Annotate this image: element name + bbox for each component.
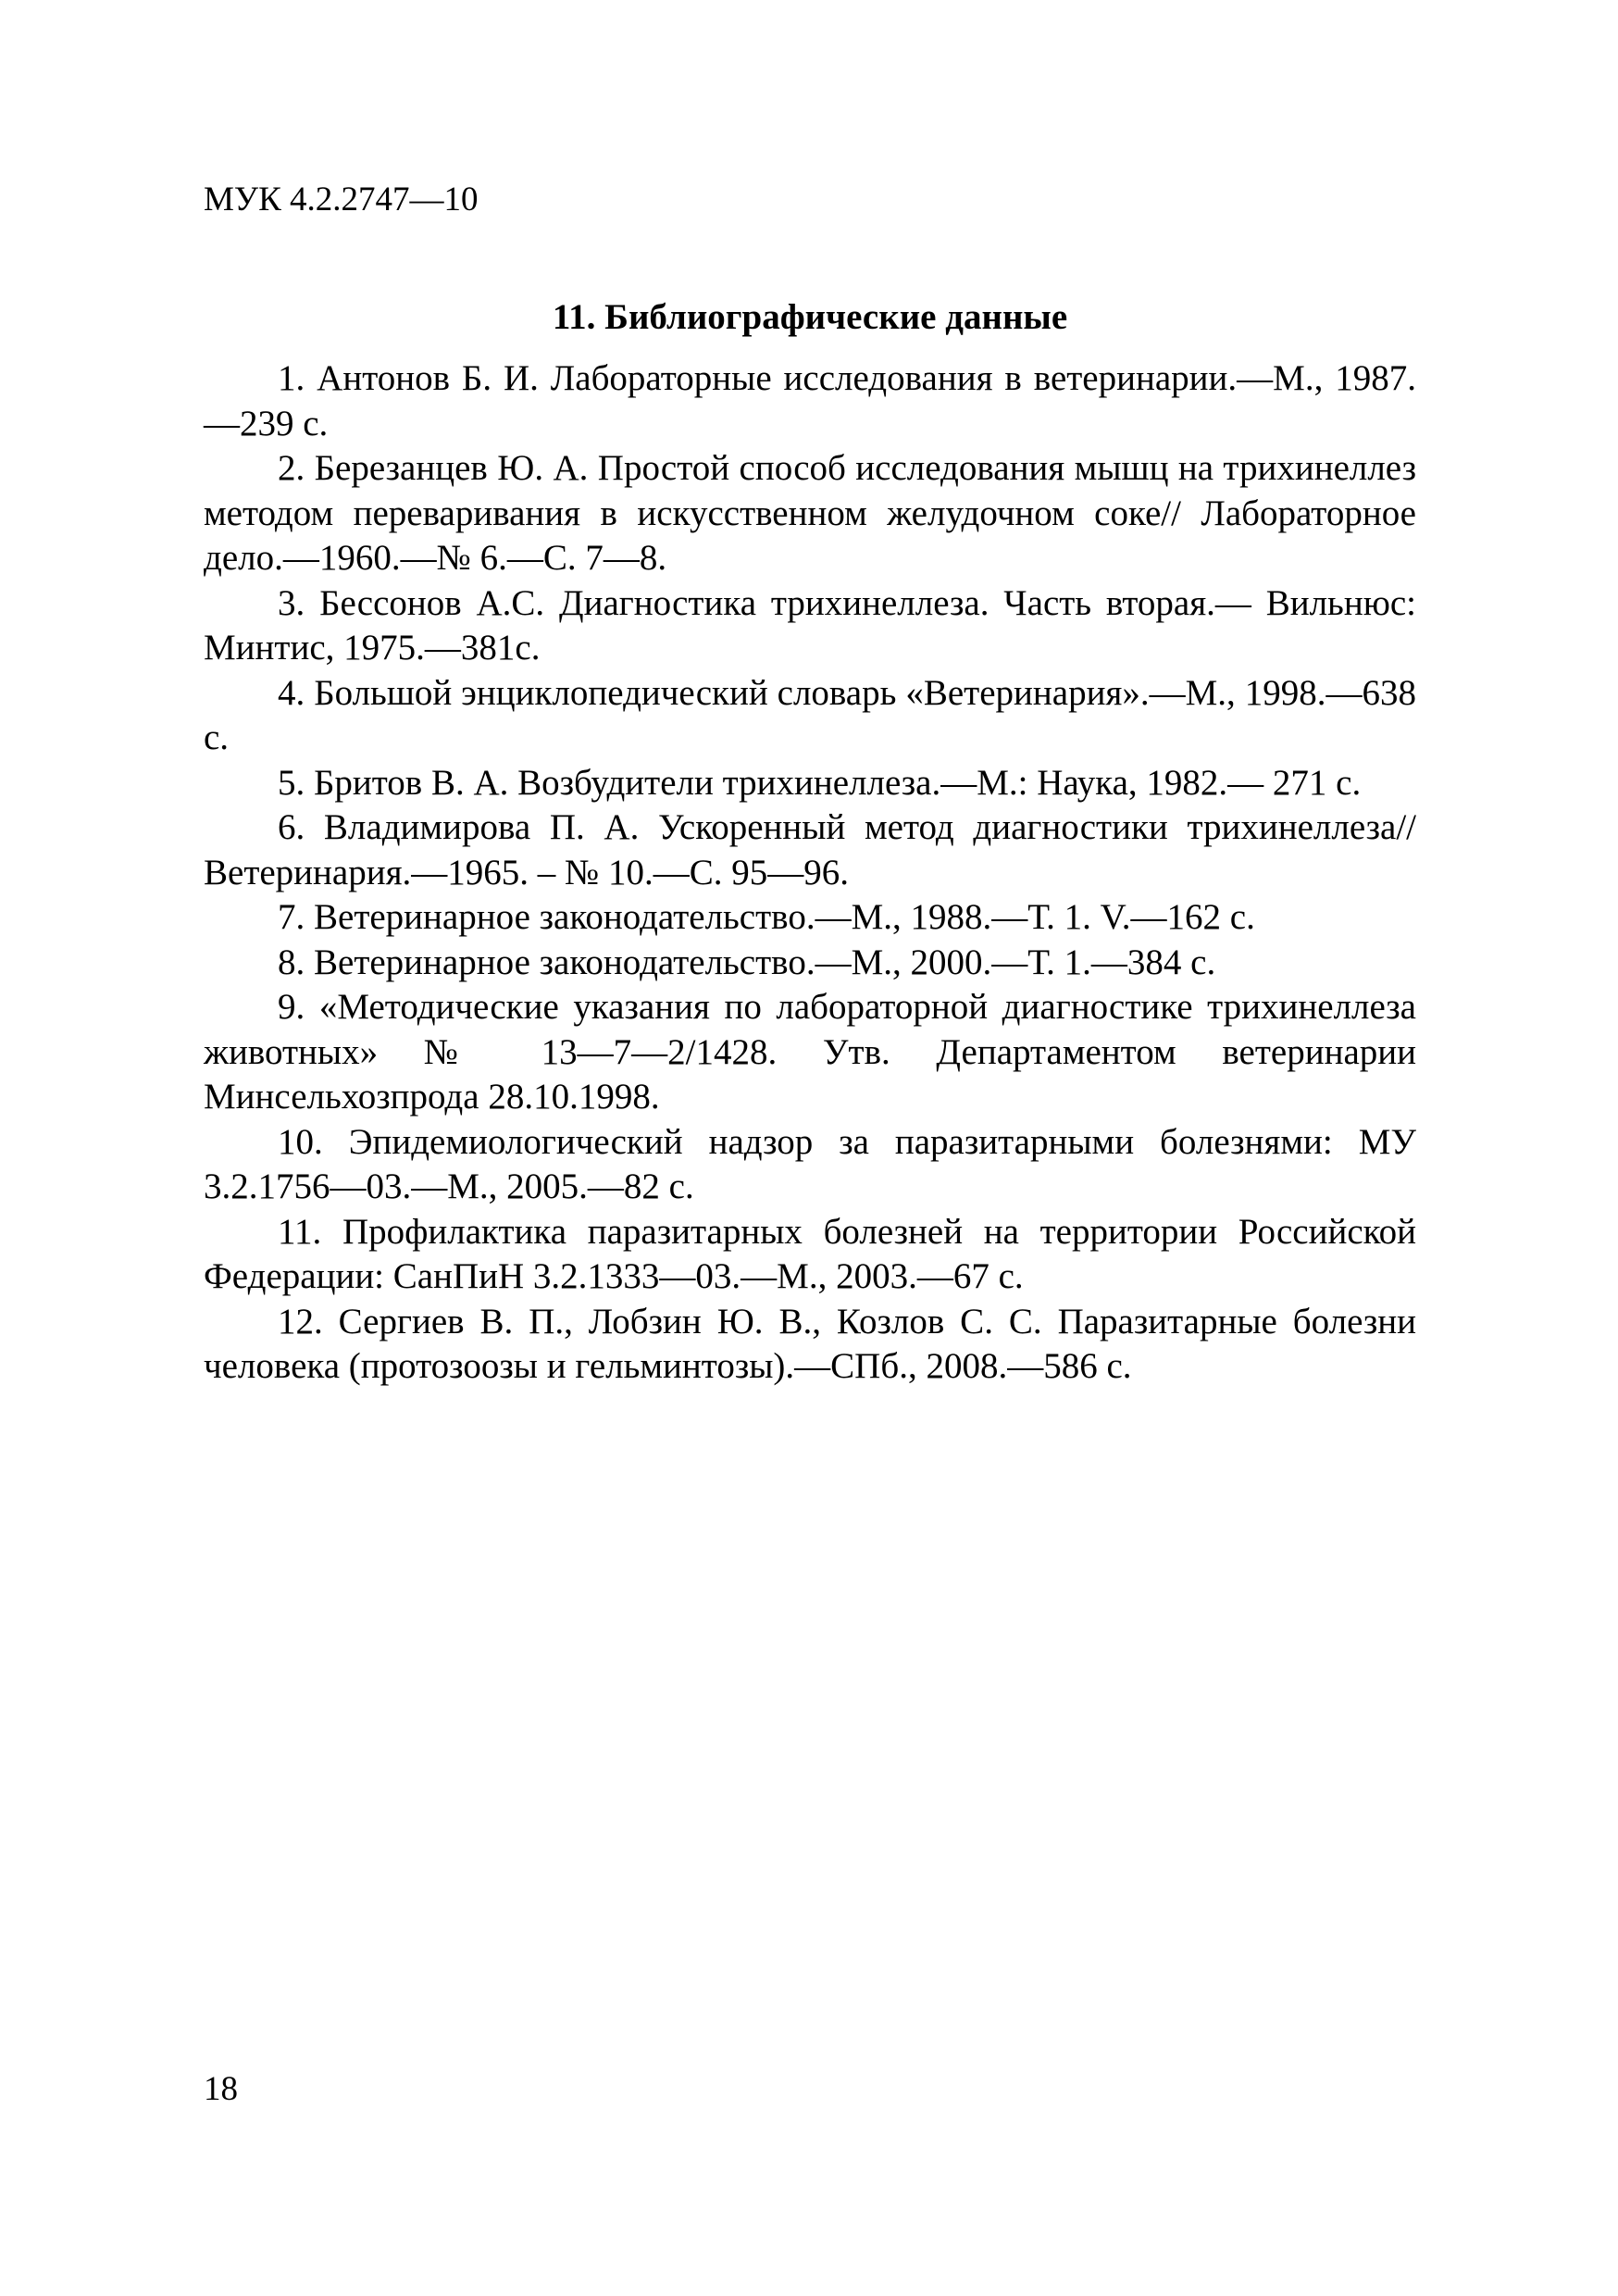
reference-item-8: 8. Ветеринарное законодательство.—М., 2000.—Т. 1.—384 с.: [278, 942, 1216, 982]
reference-item-2: 2. Березанцев Ю. А. Простой способ исследования мышц на трихинеллез методом переваривания в искусственном желудочном соке// Лабораторное дело.—1960.—№ 6.—С. 7—8.: [204, 448, 1416, 578]
reference-item-4: 4. Большой энциклопедический словарь «Ветеринария».—М., 1998.—638 с.: [204, 672, 1416, 757]
reference-item-10: 10. Эпидемиологический надзор за паразитарными болезнями: МУ 3.2.1756—03.—М., 2005.—82 с.: [204, 1121, 1416, 1206]
reference-item-9: 9. «Методические указания по лабораторной диагностике трихинеллеза животных» № 13—7—2/1428. Утв. Департаментом ветеринарии Минсельхозпрода 28.10.1998.: [204, 987, 1416, 1117]
reference-item-6: 6. Владимирова П. А. Ускоренный метод диагностики трихинеллеза// Ветеринария.—1965. – № 10.—С. 95—96.: [204, 807, 1416, 892]
reference-item-3: 3. Бессонов А.С. Диагностика трихинеллеза. Часть вторая.— Вильнюс: Минтис, 1975.—381с.: [204, 582, 1416, 668]
reference-item-5: 5. Бритов В. А. Возбудители трихинеллеза.—М.: Наука, 1982.— 271 с.: [278, 762, 1362, 803]
reference-item-7: 7. Ветеринарное законодательство.—М., 1988.—Т. 1. V.—162 с.: [278, 897, 1255, 937]
section-title: 11. Библиографические данные: [552, 297, 1068, 337]
page-number: 18: [204, 2070, 238, 2108]
reference-list: [204, 356, 1416, 1390]
reference-item-11: 11. Профилактика паразитарных болезней на территории Российской Федерации: СанПиН 3.2.1333—03.—М., 2003.—67 с.: [204, 1211, 1416, 1296]
document-code-header: МУК 4.2.2747—10: [204, 181, 479, 218]
reference-item-12: 12. Сергиев В. П., Лобзин Ю. В., Козлов С. С. Паразитарные болезни человека (протозоозы и гельминтозы).—СПб., 2008.—586 с.: [204, 1301, 1416, 1386]
reference-item-1: 1. Антонов Б. И. Лабораторные исследования в ветеринарии.—М., 1987.—239 с.: [204, 358, 1416, 443]
